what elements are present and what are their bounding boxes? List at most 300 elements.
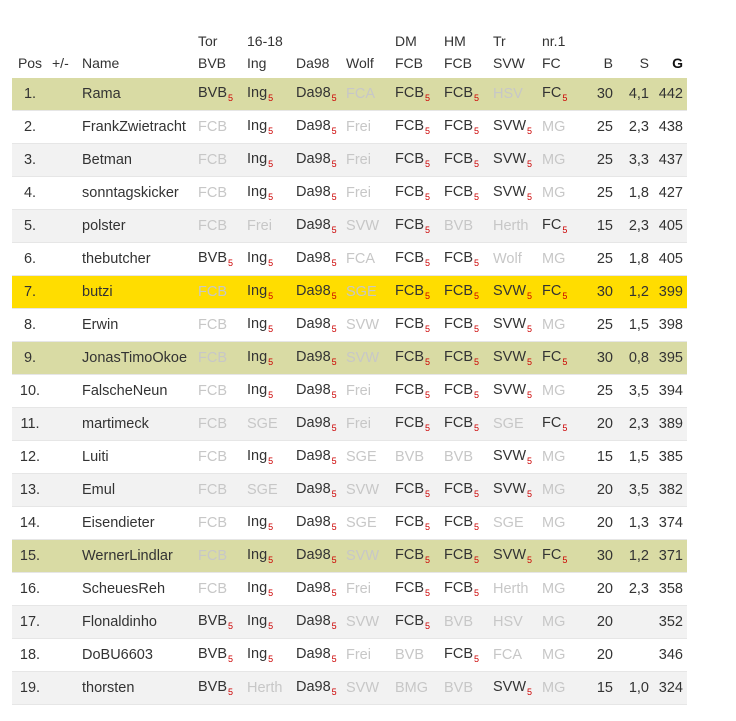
pick-team xyxy=(247,218,272,234)
standings-table xyxy=(12,30,687,705)
header-pick-5 xyxy=(391,30,440,78)
pick-cell xyxy=(440,672,489,705)
pick-team xyxy=(296,382,337,398)
pick-team xyxy=(444,151,479,167)
pick-team-label: MG xyxy=(542,647,566,663)
pick-cell xyxy=(391,78,440,111)
pick-points: 5 xyxy=(425,489,431,499)
pick-team xyxy=(198,482,227,498)
b-cell: 20 xyxy=(587,408,617,441)
pick-cell xyxy=(489,243,538,276)
pick-team-label: FCB xyxy=(444,415,473,431)
player-name[interactable]: DoBU6603 xyxy=(78,639,194,672)
pick-team xyxy=(247,382,273,398)
pick-team xyxy=(247,646,273,662)
pick-points: 5 xyxy=(425,225,431,235)
pick-points: 5 xyxy=(425,192,431,202)
pick-team xyxy=(542,449,565,465)
pick-team-label: Ing xyxy=(247,118,268,134)
player-name[interactable]: Betman xyxy=(78,144,194,177)
header-pick-7-top: Tr xyxy=(493,33,506,49)
pick-cell xyxy=(440,408,489,441)
pick-team xyxy=(198,515,227,531)
pick-team-label: FCB xyxy=(395,580,424,596)
pick-team-label: SVW xyxy=(493,679,527,695)
pick-team-label: FCB xyxy=(444,580,473,596)
rank-cell: 3. xyxy=(12,144,48,177)
player-name[interactable]: Rama xyxy=(78,78,194,111)
pick-team-label: FCB xyxy=(444,646,473,662)
pick-team xyxy=(493,349,532,365)
change-cell xyxy=(48,309,78,342)
pick-cell xyxy=(440,276,489,309)
pick-team-label: FCB xyxy=(444,250,473,266)
pick-team-label: BMG xyxy=(395,680,429,696)
pick-cell xyxy=(243,243,292,276)
pick-points: 5 xyxy=(268,390,274,400)
pick-team xyxy=(296,679,337,695)
pick-team xyxy=(198,548,227,564)
table-row[interactable] xyxy=(12,177,687,210)
g-cell: 346 xyxy=(653,639,687,672)
header-pick-4 xyxy=(342,30,391,78)
pick-team-label: MG xyxy=(542,251,566,267)
pick-team xyxy=(542,680,565,696)
player-name[interactable]: JonasTimoOkoe xyxy=(78,342,194,375)
pick-points: 5 xyxy=(425,159,431,169)
pick-cell xyxy=(342,78,391,111)
pick-cell xyxy=(194,210,243,243)
pick-team xyxy=(493,679,532,695)
table-row[interactable] xyxy=(12,672,687,705)
pick-cell xyxy=(292,507,342,540)
pick-points: 5 xyxy=(425,555,431,565)
pick-cell xyxy=(243,639,292,672)
pick-team xyxy=(493,448,532,464)
pick-team-label: Da98 xyxy=(296,646,331,662)
pick-team-label: FCB xyxy=(395,613,424,629)
g-cell: 405 xyxy=(653,210,687,243)
pick-cell xyxy=(489,78,538,111)
header-pick-8-bottom: FC xyxy=(542,55,561,71)
pick-team xyxy=(247,547,273,563)
pick-team-label: Ing xyxy=(247,547,268,563)
pick-team-label: Da98 xyxy=(296,679,331,695)
pick-team-label: FC xyxy=(542,349,562,365)
pick-points: 5 xyxy=(268,324,274,334)
pick-team xyxy=(247,514,273,530)
pick-team-label: Da98 xyxy=(296,580,331,596)
pick-cell xyxy=(538,144,587,177)
pick-cell xyxy=(243,474,292,507)
pick-team xyxy=(247,482,278,498)
pick-team-label: Ing xyxy=(247,448,268,464)
pick-team xyxy=(198,85,233,101)
pick-points: 5 xyxy=(562,357,568,367)
pick-cell xyxy=(440,606,489,639)
pick-team xyxy=(346,515,377,531)
b-cell: 20 xyxy=(587,507,617,540)
player-name[interactable]: butzi xyxy=(78,276,194,309)
pick-points: 5 xyxy=(562,93,568,103)
pick-cell xyxy=(342,606,391,639)
pick-cell xyxy=(440,177,489,210)
table-row[interactable] xyxy=(12,474,687,507)
pick-cell xyxy=(243,144,292,177)
pick-team xyxy=(296,547,337,563)
pick-team xyxy=(296,118,337,134)
pick-team xyxy=(346,581,371,597)
b-cell: 20 xyxy=(587,573,617,606)
pick-team xyxy=(395,647,424,663)
pick-points: 5 xyxy=(331,258,337,268)
pick-team xyxy=(542,614,565,630)
pick-cell xyxy=(538,408,587,441)
pick-team xyxy=(395,250,430,266)
pick-cell xyxy=(538,276,587,309)
pick-team xyxy=(444,283,479,299)
table-row[interactable] xyxy=(12,210,687,243)
rank-cell: 11. xyxy=(12,408,48,441)
g-cell: 398 xyxy=(653,309,687,342)
table-row[interactable] xyxy=(12,342,687,375)
g-cell: 352 xyxy=(653,606,687,639)
change-cell xyxy=(48,276,78,309)
pick-team xyxy=(296,448,337,464)
header-pick-7 xyxy=(489,30,538,78)
pick-cell xyxy=(440,309,489,342)
pick-cell xyxy=(194,276,243,309)
table-row[interactable] xyxy=(12,441,687,474)
pick-team xyxy=(444,449,473,465)
pick-cell xyxy=(292,177,342,210)
pick-points: 5 xyxy=(474,93,480,103)
pick-team-label: FCB xyxy=(395,184,424,200)
table-row[interactable] xyxy=(12,78,687,111)
pick-team xyxy=(296,151,337,167)
pick-cell xyxy=(391,573,440,606)
pick-cell xyxy=(292,342,342,375)
pick-team-label: Frei xyxy=(247,218,272,234)
pick-team xyxy=(493,547,532,563)
pick-cell xyxy=(489,177,538,210)
pick-team-label: FCB xyxy=(444,151,473,167)
g-cell: 324 xyxy=(653,672,687,705)
player-name[interactable]: martimeck xyxy=(78,408,194,441)
pick-cell xyxy=(440,144,489,177)
pick-cell xyxy=(538,441,587,474)
s-cell: 0,8 xyxy=(617,342,653,375)
player-name[interactable]: sonntagskicker xyxy=(78,177,194,210)
pick-team xyxy=(444,614,473,630)
pick-cell xyxy=(538,309,587,342)
pick-team-label: Da98 xyxy=(296,481,331,497)
pick-team-label: SGE xyxy=(346,449,377,465)
pick-points: 5 xyxy=(331,390,337,400)
pick-team xyxy=(493,283,532,299)
player-name[interactable]: polster xyxy=(78,210,194,243)
pick-team xyxy=(395,449,424,465)
pick-points: 5 xyxy=(474,291,480,301)
player-name[interactable]: Erwin xyxy=(78,309,194,342)
pick-team xyxy=(346,449,377,465)
pick-cell xyxy=(391,243,440,276)
pick-points: 5 xyxy=(474,654,480,664)
pick-cell xyxy=(440,78,489,111)
pick-team-label: FC xyxy=(542,547,562,563)
pick-cell xyxy=(489,639,538,672)
pick-cell xyxy=(292,78,342,111)
pick-points: 5 xyxy=(331,159,337,169)
player-name[interactable]: Flonaldinho xyxy=(78,606,194,639)
pick-team-label: Ing xyxy=(247,349,268,365)
table-row[interactable] xyxy=(12,606,687,639)
pick-cell xyxy=(342,276,391,309)
pick-team xyxy=(444,547,479,563)
table-row[interactable] xyxy=(12,408,687,441)
pick-cell xyxy=(194,606,243,639)
pick-team-label: Da98 xyxy=(296,613,331,629)
player-name[interactable]: thebutcher xyxy=(78,243,194,276)
pick-points: 5 xyxy=(474,357,480,367)
pick-team-label: Ing xyxy=(247,613,268,629)
pick-team-label: FCB xyxy=(198,185,227,201)
player-name[interactable]: Emul xyxy=(78,474,194,507)
pick-team-label: FCB xyxy=(395,217,424,233)
pick-cell xyxy=(538,606,587,639)
pick-team xyxy=(198,152,227,168)
s-cell: 3,5 xyxy=(617,375,653,408)
change-cell xyxy=(48,639,78,672)
rank-cell: 17. xyxy=(12,606,48,639)
header-name: Name xyxy=(82,55,120,71)
pick-points: 5 xyxy=(228,621,234,631)
player-name[interactable]: thorsten xyxy=(78,672,194,705)
g-cell: 374 xyxy=(653,507,687,540)
table-row[interactable] xyxy=(12,375,687,408)
pick-team-label: FCB xyxy=(198,482,227,498)
pick-team-label: FCB xyxy=(198,152,227,168)
pick-team xyxy=(296,580,337,596)
pick-team-label: FC xyxy=(542,217,562,233)
pick-team xyxy=(542,415,567,431)
pick-team xyxy=(395,481,430,497)
pick-team-label: Da98 xyxy=(296,118,331,134)
pick-team-label: FCB xyxy=(395,514,424,530)
pick-cell xyxy=(391,111,440,144)
rank-cell: 18. xyxy=(12,639,48,672)
pick-team xyxy=(395,547,430,563)
pick-points: 5 xyxy=(331,621,337,631)
pick-team-label: FCB xyxy=(198,218,227,234)
pick-cell xyxy=(538,78,587,111)
pick-cell xyxy=(342,441,391,474)
pick-cell xyxy=(342,210,391,243)
table-row[interactable] xyxy=(12,309,687,342)
pick-team xyxy=(395,349,430,365)
player-name[interactable]: WernerLindlar xyxy=(78,540,194,573)
s-cell: 3,3 xyxy=(617,144,653,177)
pick-points: 5 xyxy=(527,126,533,136)
pick-team xyxy=(395,118,430,134)
pick-cell xyxy=(243,177,292,210)
pick-team-label: Ing xyxy=(247,316,268,332)
pick-cell xyxy=(292,210,342,243)
pick-cell xyxy=(342,408,391,441)
pick-cell xyxy=(538,474,587,507)
pick-cell xyxy=(391,639,440,672)
pick-team-label: Frei xyxy=(346,416,371,432)
b-cell: 15 xyxy=(587,210,617,243)
pick-team-label: SVW xyxy=(493,151,527,167)
pick-team xyxy=(444,218,473,234)
pick-team xyxy=(395,184,430,200)
pick-team-label: FCB xyxy=(395,316,424,332)
pick-cell xyxy=(440,639,489,672)
table-row[interactable] xyxy=(12,639,687,672)
pick-team xyxy=(395,151,430,167)
pick-team-label: Wolf xyxy=(493,251,522,267)
pick-points: 5 xyxy=(331,687,337,697)
player-name[interactable]: Eisendieter xyxy=(78,507,194,540)
table-row[interactable] xyxy=(12,573,687,606)
pick-points: 5 xyxy=(268,522,274,532)
pick-points: 5 xyxy=(527,489,533,499)
pick-team xyxy=(395,85,430,101)
pick-cell xyxy=(292,408,342,441)
pick-team-label: Ing xyxy=(247,250,268,266)
pick-team-label: FCB xyxy=(395,250,424,266)
pick-team-label: BVB xyxy=(198,613,228,629)
pick-cell xyxy=(342,540,391,573)
pick-team-label: FCB xyxy=(444,283,473,299)
pick-team xyxy=(493,481,532,497)
pick-points: 5 xyxy=(425,126,431,136)
standings-table-container xyxy=(12,30,687,705)
s-cell: 1,5 xyxy=(617,309,653,342)
pick-team xyxy=(444,118,479,134)
pick-team xyxy=(296,415,337,431)
pick-cell xyxy=(489,144,538,177)
pick-team-label: MG xyxy=(542,449,566,465)
table-row[interactable] xyxy=(12,111,687,144)
pick-team-label: Da98 xyxy=(296,514,331,530)
pick-team xyxy=(296,613,337,629)
pick-team xyxy=(346,614,379,630)
pick-team xyxy=(247,448,273,464)
pick-points: 5 xyxy=(331,489,337,499)
s-cell: 1,8 xyxy=(617,177,653,210)
player-name[interactable]: ScheuesReh xyxy=(78,573,194,606)
pick-team-label: SGE xyxy=(346,284,377,300)
pick-team-label: FCB xyxy=(198,383,227,399)
pick-team xyxy=(247,680,282,696)
player-name[interactable]: FalscheNeun xyxy=(78,375,194,408)
pick-team xyxy=(542,283,567,299)
player-name[interactable]: Luiti xyxy=(78,441,194,474)
pick-cell xyxy=(194,309,243,342)
pick-team-label: FCB xyxy=(444,118,473,134)
pick-team-label: FCB xyxy=(198,350,227,366)
pick-points: 5 xyxy=(474,423,480,433)
pick-team-label: Herth xyxy=(493,218,529,234)
pick-points: 5 xyxy=(527,357,533,367)
pick-team-label: Da98 xyxy=(296,283,331,299)
pick-points: 5 xyxy=(425,93,431,103)
pick-points: 5 xyxy=(331,225,337,235)
table-row[interactable] xyxy=(12,276,687,309)
pick-team xyxy=(346,284,377,300)
pick-points: 5 xyxy=(474,192,480,202)
pick-team-label: SVW xyxy=(493,118,527,134)
pick-team-label: FCA xyxy=(346,251,375,267)
table-header-row xyxy=(12,30,687,78)
change-cell xyxy=(48,177,78,210)
pick-team-label: FCB xyxy=(395,118,424,134)
pick-team-label: FCB xyxy=(198,449,227,465)
pick-team-label: SVW xyxy=(493,448,527,464)
pick-team xyxy=(542,85,567,101)
pick-cell xyxy=(292,474,342,507)
pick-points: 5 xyxy=(425,324,431,334)
pick-team-label: MG xyxy=(542,482,566,498)
pick-team-label: SGE xyxy=(493,416,524,432)
table-row[interactable] xyxy=(12,540,687,573)
pick-team xyxy=(296,184,337,200)
pick-points: 5 xyxy=(527,390,533,400)
change-cell xyxy=(48,573,78,606)
table-row[interactable] xyxy=(12,507,687,540)
change-cell xyxy=(48,111,78,144)
pick-points: 5 xyxy=(562,423,568,433)
pick-cell xyxy=(538,177,587,210)
pick-team xyxy=(444,646,479,662)
pick-team-label: SVW xyxy=(493,184,527,200)
pick-team-label: Frei xyxy=(346,383,371,399)
table-row[interactable] xyxy=(12,243,687,276)
pick-cell xyxy=(342,177,391,210)
pick-team xyxy=(542,119,565,135)
pick-team xyxy=(247,349,273,365)
pick-points: 5 xyxy=(425,390,431,400)
pick-cell xyxy=(440,243,489,276)
b-cell: 25 xyxy=(587,309,617,342)
pick-points: 5 xyxy=(268,456,274,466)
pick-cell xyxy=(440,111,489,144)
pick-team xyxy=(493,515,524,531)
pick-team-label: FCB xyxy=(198,119,227,135)
pick-team-label: FC xyxy=(542,283,562,299)
pick-team-label: Da98 xyxy=(296,415,331,431)
pick-team-label: Da98 xyxy=(296,184,331,200)
g-cell: 385 xyxy=(653,441,687,474)
pick-team xyxy=(247,580,273,596)
table-row[interactable] xyxy=(12,144,687,177)
player-name[interactable]: FrankZwietracht xyxy=(78,111,194,144)
pick-points: 5 xyxy=(228,654,234,664)
pick-team xyxy=(346,317,379,333)
pick-team xyxy=(296,250,337,266)
pick-cell xyxy=(538,540,587,573)
pick-team-label: BVB xyxy=(395,647,425,663)
pick-team-label: FCB xyxy=(395,151,424,167)
pick-team xyxy=(542,251,565,267)
rank-cell: 4. xyxy=(12,177,48,210)
pick-team xyxy=(296,349,337,365)
pick-team xyxy=(296,316,337,332)
g-cell: 442 xyxy=(653,78,687,111)
b-cell: 30 xyxy=(587,276,617,309)
